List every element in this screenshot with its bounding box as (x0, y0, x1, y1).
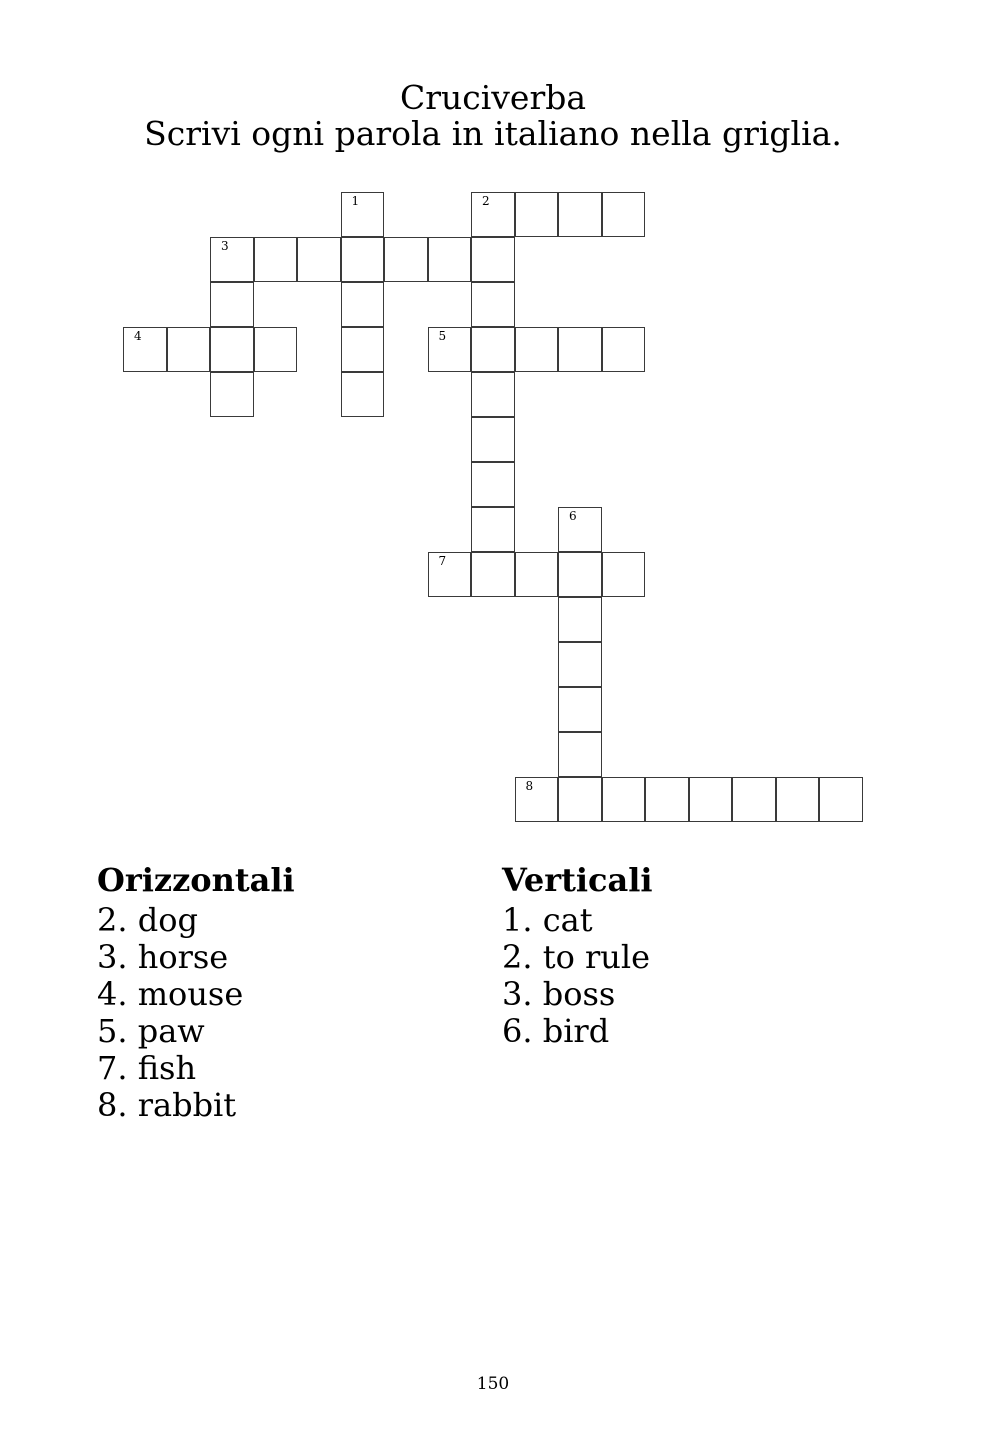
grid-cell[interactable] (167, 327, 211, 372)
cell-number: 6 (569, 509, 577, 523)
across-clues (97, 858, 295, 1124)
grid-cell[interactable] (210, 237, 254, 282)
grid-cell[interactable] (732, 777, 776, 822)
grid-cell[interactable] (471, 327, 515, 372)
grid-cell[interactable] (602, 777, 646, 822)
grid-cell[interactable] (602, 192, 646, 237)
page-title: Cruciverba (399, 78, 587, 117)
grid-cell[interactable] (254, 237, 298, 282)
grid-cell[interactable] (558, 687, 602, 732)
grid-cell[interactable] (819, 777, 863, 822)
grid-cell[interactable] (558, 597, 602, 642)
clue-across-3: 3. horse (97, 938, 229, 976)
grid-cell[interactable] (515, 777, 559, 822)
grid-cell[interactable] (689, 777, 733, 822)
grid-cell[interactable] (428, 552, 472, 597)
down-clues (502, 858, 653, 1050)
grid-cell[interactable] (558, 507, 602, 552)
grid-cell[interactable] (515, 327, 559, 372)
clue-down-3: 3. boss (502, 975, 616, 1013)
grid-cell[interactable] (428, 327, 472, 372)
grid-cell[interactable] (602, 552, 646, 597)
instructions: Scrivi ogni parola in italiano nella griglia. (144, 114, 842, 153)
grid-cell[interactable] (471, 237, 515, 282)
grid-cell[interactable] (515, 192, 559, 237)
grid-cell[interactable] (558, 192, 602, 237)
page-number: 150 (476, 1374, 510, 1394)
clue-across-7: 7. fish (97, 1049, 197, 1087)
grid-cell[interactable] (341, 372, 385, 417)
clue-down-1: 1. cat (502, 901, 593, 939)
grid-cell[interactable] (558, 552, 602, 597)
grid-cell[interactable] (558, 777, 602, 822)
grid-cell[interactable] (210, 282, 254, 327)
grid-cell[interactable] (254, 327, 298, 372)
clue-down-6: 6. bird (502, 1012, 610, 1050)
clue-across-2: 2. dog (97, 901, 198, 939)
grid-cell[interactable] (123, 327, 167, 372)
clue-across-4: 4. mouse (97, 975, 244, 1013)
clue-down-2: 2. to rule (502, 938, 651, 976)
grid-cell[interactable] (341, 282, 385, 327)
grid-cell[interactable] (341, 237, 385, 282)
cell-number: 1 (351, 194, 360, 208)
grid-cell[interactable] (558, 327, 602, 372)
grid-cell[interactable] (471, 282, 515, 327)
cell-number: 8 (525, 779, 534, 793)
grid-cell[interactable] (471, 552, 515, 597)
cell-number: 3 (221, 239, 229, 253)
grid-cell[interactable] (428, 237, 472, 282)
grid-cell[interactable] (210, 327, 254, 372)
cell-number: 2 (482, 194, 490, 208)
grid-cell[interactable] (515, 552, 559, 597)
grid-cell[interactable] (384, 237, 428, 282)
cell-number: 4 (134, 329, 142, 343)
grid-cell[interactable] (602, 327, 646, 372)
clue-across-8: 8. rabbit (97, 1086, 237, 1124)
grid-cell[interactable] (471, 372, 515, 417)
grid-cell[interactable] (776, 777, 820, 822)
grid-cell[interactable] (471, 417, 515, 462)
grid-cell[interactable] (341, 327, 385, 372)
down-heading: Verticali (502, 861, 653, 899)
grid-cell[interactable] (297, 237, 341, 282)
grid-cell[interactable] (471, 192, 515, 237)
cell-number: 5 (438, 329, 447, 343)
clue-across-5: 5. paw (97, 1012, 205, 1050)
grid-cell[interactable] (558, 642, 602, 687)
grid-cell[interactable] (471, 507, 515, 552)
grid-cell[interactable] (558, 732, 602, 777)
cell-number: 7 (438, 554, 447, 568)
across-heading: Orizzontali (97, 861, 295, 899)
grid-cell[interactable] (645, 777, 689, 822)
grid-cell[interactable] (341, 192, 385, 237)
grid-cell[interactable] (210, 372, 254, 417)
grid-cell[interactable] (471, 462, 515, 507)
